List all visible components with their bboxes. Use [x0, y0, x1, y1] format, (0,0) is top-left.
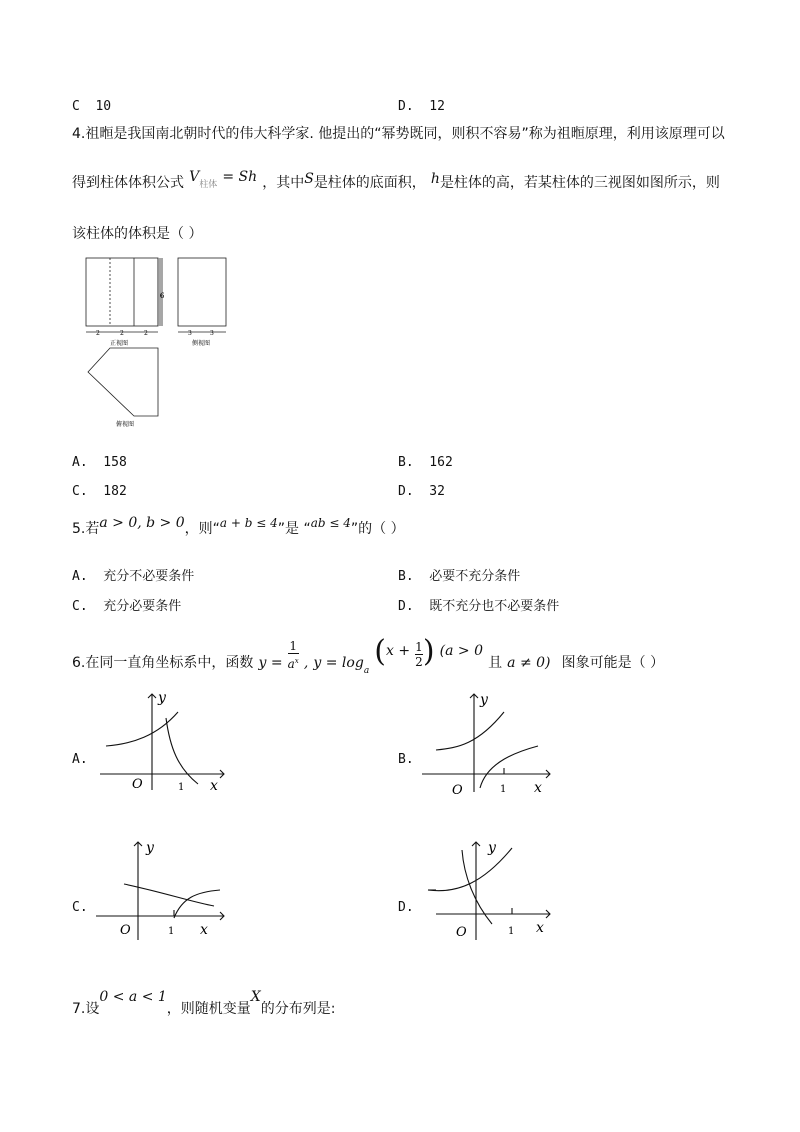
svg-text:x: x [210, 778, 218, 794]
curve-exp [436, 712, 504, 750]
front-dim-1: 2 [96, 330, 100, 337]
svg-text:y: y [480, 692, 488, 708]
formula-rhs: = Sh [222, 169, 258, 185]
side-view [178, 258, 226, 332]
formula-sub: 柱体 [199, 180, 218, 190]
front-view-label: 正视图 [110, 340, 129, 347]
question-5: 5.若a > 0, b > 0，则“$^{a + b \le 4}$”是 “$^{ab \le 4}$”的（ ） [72, 515, 405, 537]
q6-option-a: A. [72, 752, 88, 767]
question-4-line2: 得到柱体体积公式 V柱体 = Sh ，其中S是柱体的底面积， h是柱体的高，若某柱体的三视图如图所示，则 [72, 169, 720, 191]
curve-exp [106, 712, 178, 746]
svg-text:O: O [132, 777, 143, 792]
graph-d [418, 836, 558, 948]
front-dim-3: 2 [144, 330, 148, 337]
option-d: D. 12 [398, 99, 445, 114]
graph-a [92, 688, 232, 798]
top-view [88, 348, 158, 416]
graph-b [418, 688, 558, 800]
svg-text:1: 1 [508, 926, 515, 937]
svg-text:y: y [158, 690, 166, 706]
curve-log [480, 746, 538, 788]
formula-v: V [189, 169, 200, 185]
graph-c [92, 836, 232, 946]
q5-option-a: A. 充分不必要条件 [72, 569, 195, 584]
svg-text:1: 1 [500, 784, 507, 795]
fraction-1-over-a-x: $\frac{1}{a^x}$ [287, 638, 299, 671]
q6-option-d: D. [398, 900, 414, 915]
svg-text:O: O [456, 925, 467, 940]
svg-text:x: x [534, 780, 542, 796]
front-dim-2: 2 [120, 330, 124, 337]
question-6: 6.在同一直角坐标系中，函数 y = $\frac{1}{a^x}$ , $y = \log_a (x$ + $\frac{1}{2}$ ) (a > 0 且 a ≠ 0) 图象可能是（ ） [72, 634, 665, 677]
svg-text:O: O [120, 923, 131, 938]
q5-option-c: C. 充分必要条件 [72, 599, 182, 614]
fraction-half: $\frac{1}{2}$ [415, 640, 423, 669]
option-c: C 10 [72, 99, 112, 114]
svg-text:O: O [452, 783, 463, 798]
front-height-label: 6 [160, 292, 165, 300]
q5-option-b: B. 必要不充分条件 [398, 569, 521, 584]
q4-option-b: B. 162 [398, 455, 453, 470]
question-4-line3: 该柱体的体积是（ ） [72, 226, 203, 242]
q4-option-c: C. 182 [72, 484, 127, 499]
three-view-figure [80, 252, 250, 432]
side-dim-1: 3 [188, 330, 192, 337]
q4-option-d: D. 32 [398, 484, 445, 499]
question-4-line1: 4.祖暅是我国南北朝时代的伟大科学家. 他提出的“幂势既同，则积不容易”称为祖暅原理，利用该原理可以 [72, 126, 725, 142]
q5-option-d: D. 既不充分也不必要条件 [398, 599, 560, 614]
svg-text:x: x [200, 922, 208, 938]
svg-text:1: 1 [178, 782, 185, 793]
q6-option-b: B. [398, 752, 414, 767]
question-7: 7.设0 < a < 1，则随机变量X的分布列是: [72, 989, 336, 1017]
svg-text:1: 1 [168, 926, 175, 937]
svg-text:y: y [146, 840, 154, 856]
front-view [86, 258, 162, 332]
curve-log [462, 850, 492, 924]
svg-text:y: y [488, 840, 496, 856]
top-view-label: 俯视图 [116, 421, 135, 428]
svg-text:x: x [536, 920, 544, 936]
q4-option-a: A. 158 [72, 455, 127, 470]
q6-option-c: C. [72, 900, 88, 915]
curve-exp [428, 848, 512, 891]
side-view-label: 侧视图 [192, 340, 211, 347]
side-dim-2: 3 [210, 330, 214, 337]
curve-log [174, 890, 220, 918]
